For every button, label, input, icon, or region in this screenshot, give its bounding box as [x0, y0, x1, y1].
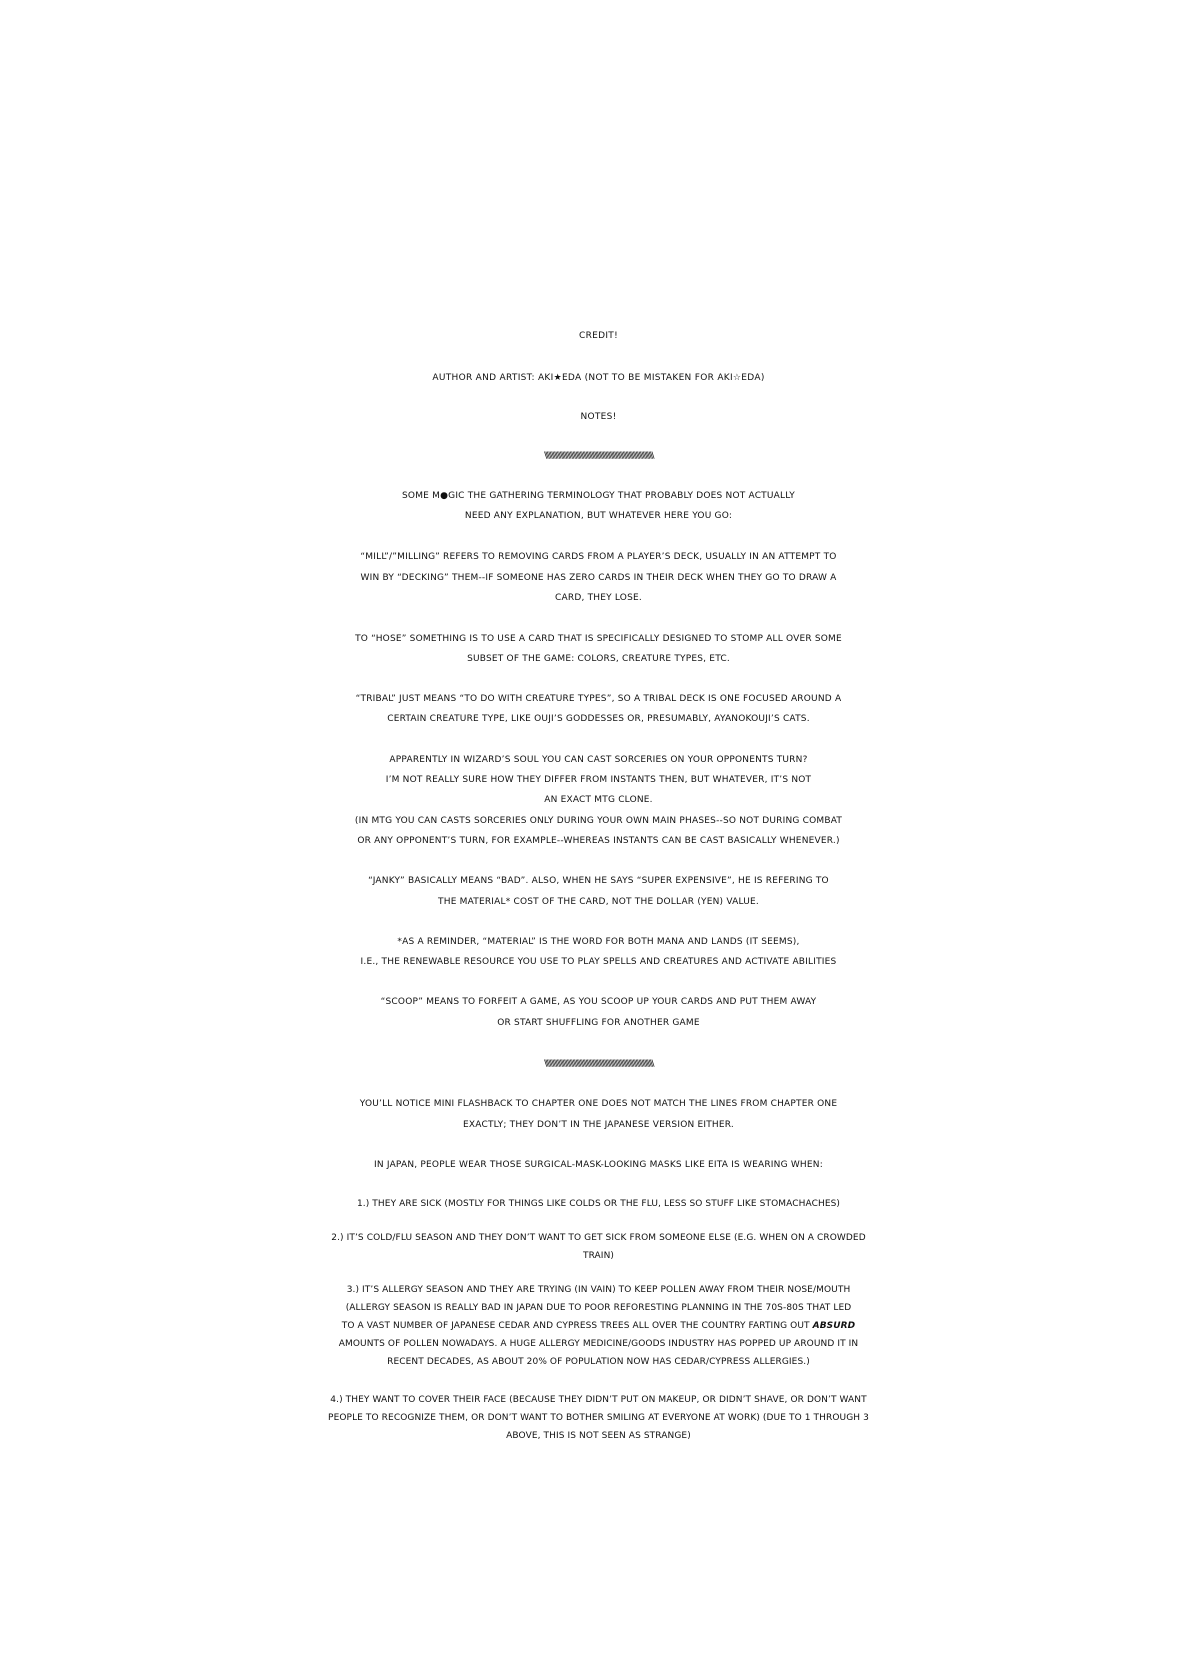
hose-line-1: TO “HOSE” SOMETHING IS TO USE A CARD THAT IS SPECIFICALLY DESIGNED TO STOMP ALL OVER SOME: [355, 634, 842, 644]
material-line-1: *AS A REMINDER, “MATERIAL” IS THE WORD FOR BOTH MANA AND LANDS (IT SEEMS),: [397, 937, 800, 947]
separator-top: \\\\\\\\\\\\\\\\\\\\\\\\\\\\\\\\\\\\\\\\\\\\\\\\\\\\\\\\\\\\\\\\\\\\\\\\\\\\: [544, 451, 653, 461]
reason-3-line-3-text: TO A VAST NUMBER OF JAPANESE CEDAR AND CYPRESS TREES ALL OVER THE COUNTRY FARTING OUT: [341, 1321, 810, 1331]
hose-line-2: SUBSET OF THE GAME: COLORS, CREATURE TYPES, ETC.: [467, 654, 730, 664]
sorceries-line-5: OR ANY OPPONENT’S TURN, FOR EXAMPLE--WHEREAS INSTANTS CAN BE CAST BASICALLY WHENEVER.): [357, 836, 840, 846]
reason-3-line-2: (ALLERGY SEASON IS REALLY BAD IN JAPAN DUE TO POOR REFORESTING PLANNING IN THE 70S-80S THAT LED: [345, 1303, 852, 1313]
mill-line-1: “MILL”/”MILLING” REFERS TO REMOVING CARDS FROM A PLAYER’S DECK, USUALLY IN AN ATTEMPT TO: [360, 552, 837, 562]
janky-line-2: THE MATERIAL* COST OF THE CARD, NOT THE DOLLAR (YEN) VALUE.: [438, 897, 759, 907]
material-line-2: I.E., THE RENEWABLE RESOURCE YOU USE TO PLAY SPELLS AND CREATURES AND ACTIVATE ABILITIES: [360, 957, 837, 967]
reason-4-line-2: PEOPLE TO RECOGNIZE THEM, OR DON’T WANT TO BOTHER SMILING AT EVERYONE AT WORK) (DUE TO 1 THROUGH 3: [328, 1413, 869, 1423]
masks-intro: IN JAPAN, PEOPLE WEAR THOSE SURGICAL-MASK-LOOKING MASKS LIKE EITA IS WEARING WHEN:: [374, 1160, 823, 1170]
sorceries-line-2: I’M NOT REALLY SURE HOW THEY DIFFER FROM INSTANTS THEN, BUT WHATEVER, IT’S NOT: [385, 775, 812, 785]
tribal-line-1: “TRIBAL” JUST MEANS “TO DO WITH CREATURE TYPES”, SO A TRIBAL DECK IS ONE FOCUSED AROUND A: [355, 694, 842, 704]
absurd-emphasis: ABSURD: [812, 1321, 856, 1331]
mill-line-2: WIN BY “DECKING” THEM--IF SOMEONE HAS ZERO CARDS IN THEIR DECK WHEN THEY GO TO DRAW A: [360, 573, 837, 583]
reason-4-line-1: 4.) THEY WANT TO COVER THEIR FACE (BECAUSE THEY DIDN’T PUT ON MAKEUP, OR DIDN’T SHAVE, OR DON’T WANT: [330, 1395, 867, 1405]
tribal-line-2: CERTAIN CREATURE TYPE, LIKE OUJI’S GODDESSES OR, PRESUMABLY, AYANOKOUJI’S CATS.: [387, 714, 810, 724]
intro-line-2: NEED ANY EXPLANATION, BUT WHATEVER HERE YOU GO:: [464, 511, 733, 521]
reason-3-line-4: AMOUNTS OF POLLEN NOWADAYS. A HUGE ALLERGY MEDICINE/GOODS INDUSTRY HAS POPPED UP AROUND IT IN: [338, 1339, 859, 1349]
reason-3-line-5: RECENT DECADES, AS ABOUT 20% OF POPULATION NOW HAS CEDAR/CYPRESS ALLERGIES.): [387, 1357, 810, 1367]
credit-heading: CREDIT!: [578, 331, 618, 341]
sorceries-line-3: AN EXACT MTG CLONE.: [544, 795, 653, 805]
janky-line-1: “JANKY” BASICALLY MEANS “BAD”. ALSO, WHEN HE SAYS “SUPER EXPENSIVE”, HE IS REFERING TO: [368, 876, 829, 886]
scoop-line-1: “SCOOP” MEANS TO FORFEIT A GAME, AS YOU SCOOP UP YOUR CARDS AND PUT THEM AWAY: [380, 997, 817, 1007]
intro-line-1: SOME M●GIC THE GATHERING TERMINOLOGY THAT PROBABLY DOES NOT ACTUALLY: [402, 491, 795, 501]
reason-3-line-1: 3.) IT’S ALLERGY SEASON AND THEY ARE TRYING (IN VAIN) TO KEEP POLLEN AWAY FROM THEIR NOSE/MOUTH: [346, 1285, 851, 1295]
sorceries-line-4: (IN MTG YOU CAN CASTS SORCERIES ONLY DURING YOUR OWN MAIN PHASES--SO NOT DURING COMBAT: [354, 816, 843, 826]
reason-3-line-3: [0, 1322, 1197, 1331]
author-credit: AUTHOR AND ARTIST: AKI★EDA (NOT TO BE MISTAKEN FOR AKI☆EDA): [432, 373, 765, 383]
notes-heading: NOTES!: [580, 412, 617, 422]
reason-1: 1.) THEY ARE SICK (MOSTLY FOR THINGS LIKE COLDS OR THE FLU, LESS SO STUFF LIKE STOMACHACHES): [356, 1199, 841, 1209]
sorceries-line-1: APPARENTLY IN WIZARD’S SOUL YOU CAN CAST SORCERIES ON YOUR OPPONENTS TURN?: [389, 755, 808, 765]
separator-bottom: \\\\\\\\\\\\\\\\\\\\\\\\\\\\\\\\\\\\\\\\\\\\\\\\\\\\\\\\\\\\\\\\\\\\\\\\\\\\: [544, 1059, 653, 1069]
reason-2-line-1: 2.) IT’S COLD/FLU SEASON AND THEY DON’T WANT TO GET SICK FROM SOMEONE ELSE (E.G. WHEN ON A CROWDED: [331, 1233, 866, 1243]
reason-2-line-2: TRAIN): [582, 1251, 615, 1261]
scoop-line-2: OR START SHUFFLING FOR ANOTHER GAME: [497, 1018, 700, 1028]
flashback-line-2: EXACTLY; THEY DON’T IN THE JAPANESE VERSION EITHER.: [463, 1120, 734, 1130]
reason-4-line-3: ABOVE, THIS IS NOT SEEN AS STRANGE): [506, 1431, 691, 1441]
mill-line-3: CARD, THEY LOSE.: [555, 593, 642, 603]
flashback-line-1: YOU’LL NOTICE MINI FLASHBACK TO CHAPTER ONE DOES NOT MATCH THE LINES FROM CHAPTER ONE: [359, 1099, 838, 1109]
